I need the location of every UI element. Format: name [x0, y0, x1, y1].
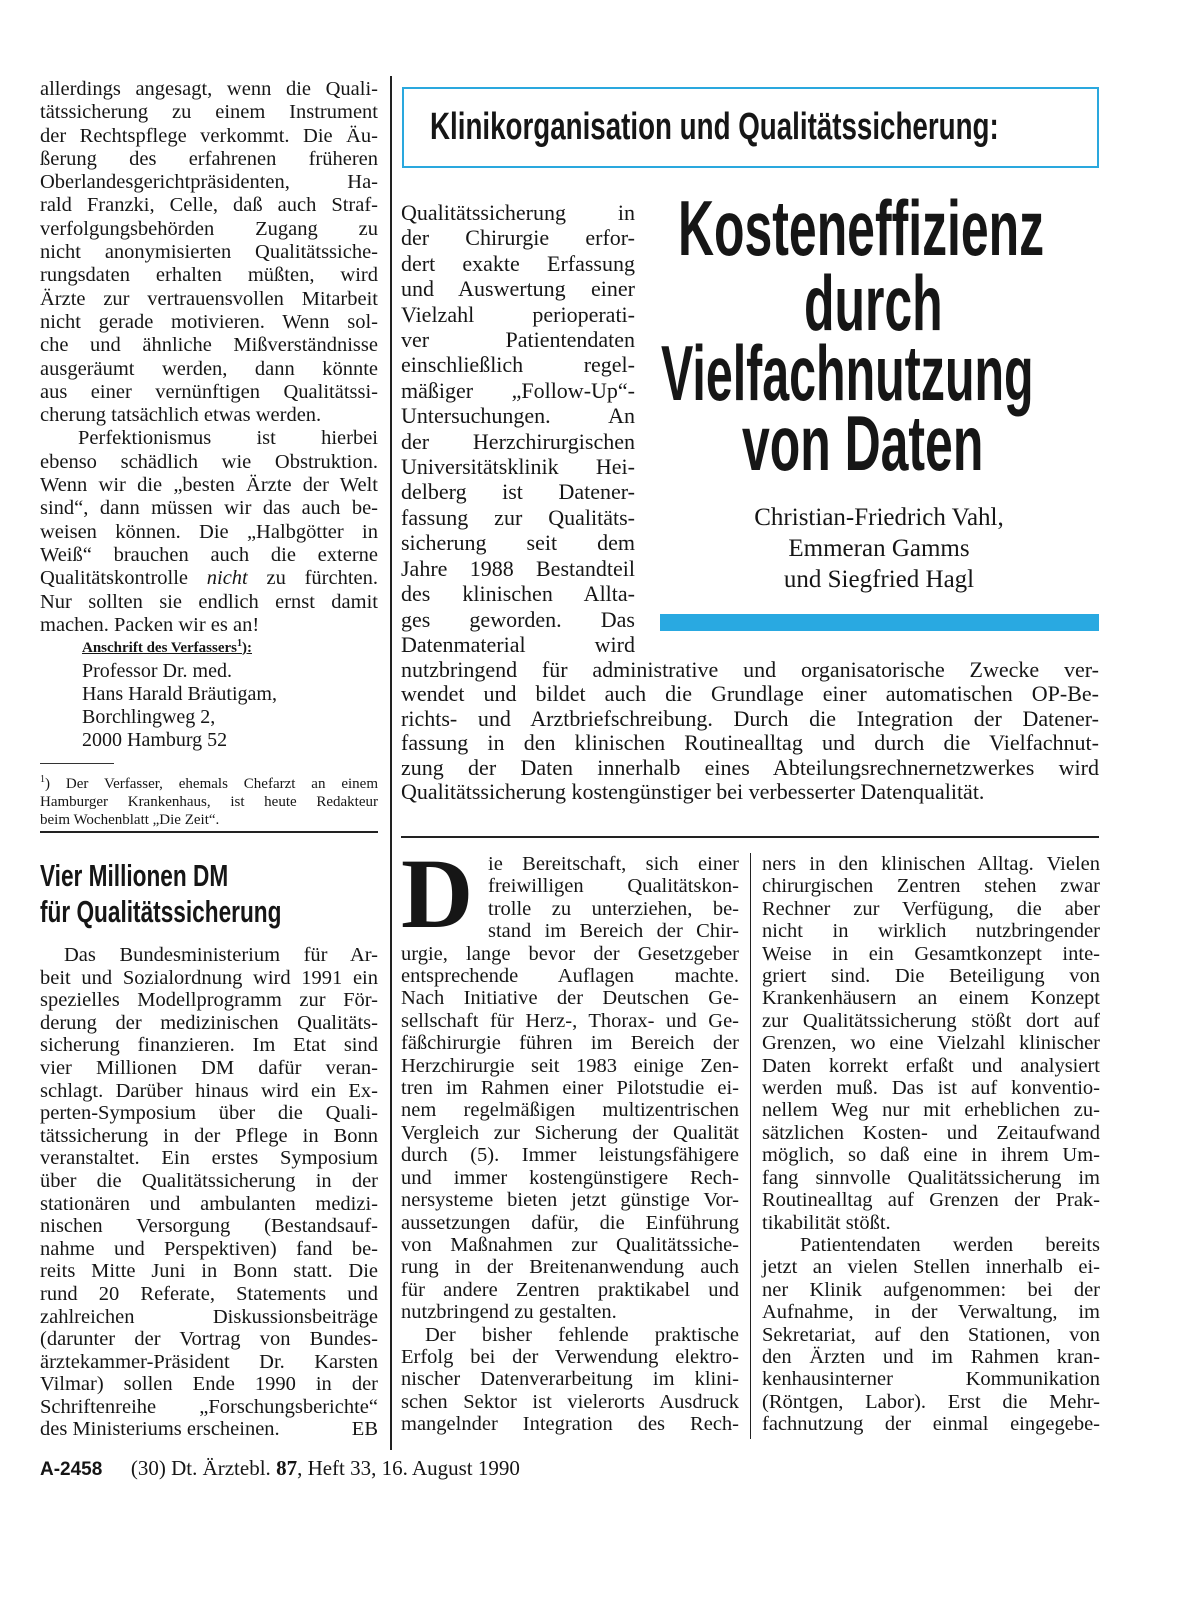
footnote	[40, 771, 378, 829]
text-line: che und ähnliche Mißverständnisse	[40, 334, 378, 357]
text-line: ie Bereitschaft, sich einer	[488, 853, 739, 875]
text-line: verfolgungsbehörden Zugang zu	[40, 217, 378, 240]
rubric: Klinikorganisation und Qualitätssicherung:	[430, 106, 999, 148]
text-line: weisen können. Die „Halbgötter in	[40, 520, 378, 543]
text-line: freiwilligen Qualitätskon-	[488, 875, 739, 898]
text-line: wendet und bildet auch die Grundlage einer automatischen OP-Be-	[401, 681, 1099, 707]
text-line: Borchlingweg 2,	[82, 706, 216, 728]
text-line: nutzbringend zu gestalten.	[401, 1301, 617, 1324]
text-line: Oberlandesgerichtpräsidenten, Ha-	[40, 171, 378, 194]
text-line: von Maßnahmen zur Qualitätssiche-	[401, 1233, 739, 1256]
text-line: Vielzahl perioperati-	[401, 301, 635, 327]
address-heading: Anschrift des Verfassers$^1$):	[82, 638, 252, 656]
text-line: der Rechtspflege verkommt. Die Äu-	[40, 124, 378, 147]
text-line: ebenso schädlich wie Obstruktion.	[40, 450, 378, 473]
text-line: nersysteme bieten jetzt günstige Vor-	[401, 1189, 739, 1212]
text-line: und immer kostengünstigere Rech-	[401, 1166, 739, 1189]
news-text	[40, 944, 378, 1441]
text-line: Nur sollten sie endlich ernst damit	[40, 590, 378, 613]
text-line: ners in den klinischen Alltag. Vielen	[762, 853, 1100, 875]
text-line: stand im Bereich der Chir-	[488, 920, 739, 943]
text-line: machen. Packen wir es an!	[40, 613, 260, 636]
text-line: dert exakte Erfassung	[401, 250, 635, 276]
text-line: sicherung finanzieren. Im Etat sind	[40, 1034, 378, 1057]
text-line: Universitätsklinik Hei-	[401, 454, 635, 480]
text-line: griert sind. Die Beteiligung von	[762, 965, 1100, 988]
text-line: Das Bundesministerium für Ar-	[64, 944, 378, 966]
text-line: mangelnder Integration des Rech-	[401, 1413, 739, 1436]
text-line: rungsdaten erhalten müßten, wird	[40, 264, 378, 287]
text-line: nutzbringend für administrative und organisatorische Zwecke ver-	[401, 657, 1099, 682]
headline-line-4: von Daten	[742, 399, 984, 487]
page-number: (30)	[130, 1456, 166, 1480]
text-line: trolle zu unterziehen, be-	[488, 897, 739, 920]
text-line: beim Wochenblatt „Die Zeit“.	[40, 812, 220, 828]
divider-left	[40, 831, 378, 833]
text-line: zur Qualitätssicherung stößt dort auf	[762, 1009, 1100, 1032]
text-line: beit und Sozialordnung wird 1991 ein	[40, 966, 378, 989]
text-line: Daten korrekt erfaßt und analysiert	[762, 1054, 1100, 1077]
text-line: rald Franzki, Celle, daß auch Straf-	[40, 194, 378, 217]
text-line: ärztekammer-Präsident Dr. Karsten	[40, 1350, 378, 1373]
author-line: Christian-Friedrich Vahl,	[754, 504, 1004, 531]
article-column-2	[762, 853, 1100, 1436]
headline-line-1: Kosteneffizienz	[678, 184, 1045, 272]
text-line: werden muß. Das ist auf konventio-	[762, 1077, 1100, 1100]
text-line: Vergleich zur Sicherung der Qualität	[401, 1121, 739, 1144]
text-line: Weiß“ brauchen auch die externe	[40, 543, 378, 566]
text-line: cherung tatsächlich etwas werden.	[40, 404, 322, 427]
text-line: veranstaltet. Ein erstes Symposium	[40, 1147, 378, 1170]
text-line: nicht in wirklich nutzbringender	[762, 920, 1100, 943]
text-line: über die Qualitätssicherung in der	[40, 1169, 378, 1192]
text-line: tätssicherung zu einem Instrument	[40, 101, 378, 124]
text-line: nischer Datenverarbeitung im klini-	[401, 1368, 739, 1391]
text-line: entsprechende Auflagen machte.	[401, 965, 739, 988]
text-line: Professor Dr. med.	[82, 660, 232, 682]
author-initials: EB	[351, 1418, 378, 1441]
text-line: Rechner zur Verfügung, die aber	[762, 897, 1100, 920]
text-line: delberg ist Datener-	[401, 479, 635, 505]
divider-footnote	[40, 763, 114, 764]
text-line: nellem Weg nur mit erheblichen zu-	[762, 1099, 1100, 1122]
text-line: rund 20 Referate, Statements und	[40, 1282, 378, 1305]
issue-date: , Heft 33, 16. August 1990	[297, 1456, 520, 1480]
journal-name: Dt. Ärztebl.	[171, 1456, 271, 1480]
text-line: richts- und Arztbriefschreibung. Durch die Integration der Datener-	[401, 705, 1099, 731]
text-line: Qualitätssicherung kostengünstiger bei verbesserter Datenqualität.	[401, 779, 985, 805]
text-line: jetzt an vielen Stellen innerhalb ei-	[762, 1256, 1100, 1279]
text-line: allerdings angesagt, wenn die Quali-	[40, 78, 378, 100]
text-line: der Herzchirurgischen	[401, 428, 635, 454]
text-line: Der bisher fehlende praktische	[425, 1323, 739, 1346]
accent-bar	[660, 614, 1099, 631]
text-line: sind“, dann müssen wir das auch be-	[40, 497, 378, 520]
text-line: Vilmar) sollen Ende 1990 in der	[40, 1373, 378, 1396]
text-line: nicht anonymisierten Qualitätssiche-	[40, 241, 378, 264]
text-line: Perfektionismus ist hierbei	[78, 427, 378, 450]
text-line: fäßchirurgie führen im Bereich der	[401, 1032, 739, 1055]
text-line: Erfolg bei der Verwendung elektro-	[401, 1345, 739, 1368]
news-heading	[40, 858, 340, 936]
text-line: sellschaft für Herz-, Thorax- und Ge-	[401, 1009, 739, 1032]
text-line: fang sinnvolle Qualitätssicherung im	[762, 1166, 1100, 1189]
text-line: ner Klinik aufgenommen: bei der	[762, 1278, 1100, 1301]
text-line: kenhausinterner Kommunikation	[762, 1368, 1100, 1391]
text-line: schen Sektor ist vielerorts Ausdruck	[401, 1390, 739, 1413]
rubric-box	[402, 87, 1099, 168]
lead-narrow	[401, 200, 635, 657]
text-line: nischen Versorgung (Bestandsauf-	[40, 1215, 378, 1238]
text-line: den Ärzten und im Rahmen kran-	[762, 1345, 1100, 1368]
text-line: Sekretariat, auf den Stationen, von	[762, 1323, 1100, 1346]
text-line: einschließlich regel-	[401, 352, 635, 378]
article-column-1	[401, 838, 739, 1436]
news-heading-line-1: Vier Millionen DM	[40, 858, 229, 893]
text-line: Wenn wir die „besten Ärzte der Welt	[40, 474, 378, 497]
text-line: vier Millionen DM dafür veran-	[40, 1056, 378, 1079]
text-line: ausgeräumt werden, dann könnte	[40, 357, 378, 380]
text-line: Patientendaten werden bereits	[800, 1233, 1100, 1256]
text-line: fassung in den klinischen Routinealltag und durch die Vielfachnut-	[401, 730, 1099, 756]
text-line: ver Patientendaten	[401, 327, 635, 353]
text-line: Aufnahme, in der Verwaltung, im	[762, 1301, 1100, 1324]
page-code: A-2458	[40, 1459, 103, 1480]
text-line: Untersuchungen. An	[401, 403, 635, 429]
text-line: fachnutzung der einmal eingegebe-	[762, 1413, 1100, 1436]
text-line: Schriftenreihe „Forschungsberichte“	[40, 1395, 378, 1418]
text-line: aus einer vernünftigen Qualitätssi-	[40, 380, 378, 403]
text-line: Routinealltag auf Grenzen der Prak-	[762, 1189, 1100, 1212]
text-line: sätzlichen Kosten- und Zeitaufwand	[762, 1121, 1100, 1144]
emphasis-nicht: nicht	[206, 567, 248, 590]
text-line: $^1$) Der Verfasser, ehemals Chefarzt an einem	[40, 774, 378, 792]
text-line: urgie, lange bevor der Gesetzgeber	[401, 942, 739, 965]
text-line: (darunter der Vortrag von Bundes-	[40, 1328, 378, 1351]
text-line: (Röntgen, Labor). Erst die Mehr-	[762, 1390, 1100, 1413]
text-line: nem regelmäßigen multizentrischen	[401, 1099, 739, 1122]
headline-line-3: Vielfachnutzung	[661, 329, 1034, 417]
text-line: aussetzungen dafür, die Einführung	[401, 1211, 739, 1234]
text-line: stationären und ambulanten medizi-	[40, 1192, 378, 1215]
text-line: fassung zur Qualitäts-	[401, 504, 635, 530]
text-line: perten-Symposium über die Quali-	[40, 1102, 378, 1125]
text-line: Weise in ein Gesamtkonzept inte-	[762, 942, 1100, 965]
text-line: zahlreichen Diskussionsbeiträge	[40, 1305, 378, 1328]
column-rule-2	[750, 853, 751, 1439]
text-line: Hamburger Krankenhaus, ist heute Redakteur	[40, 794, 378, 810]
continued-text	[40, 78, 378, 637]
text-line: Nach Initiative der Deutschen Ge-	[401, 987, 739, 1010]
text-line: Jahre 1988 Bestandteil	[401, 555, 635, 581]
text-line: tren im Rahmen einer Pilotstudie ei-	[401, 1077, 739, 1100]
text-line: ges geworden. Das	[401, 606, 635, 632]
dropcap: D	[401, 838, 474, 949]
text-line: nahme und Perspektiven) fand be-	[40, 1237, 378, 1260]
page-footer	[40, 1455, 520, 1483]
text-line: durch (5). Immer leistungsfähigere	[401, 1144, 739, 1167]
text-line: derung der medizinischen Qualitäts-	[40, 1011, 378, 1034]
lead-wide	[401, 658, 1099, 804]
text-line: Datenmaterial wird	[401, 631, 635, 657]
author-line: Emmeran Gamms	[788, 535, 970, 562]
text-line: und Auswertung einer	[401, 276, 635, 302]
text-line: Grenzen, wo eine Vielzahl klinischer	[762, 1032, 1100, 1055]
text-line: Ärzte zur vertrauensvollen Mitarbeit	[40, 287, 378, 310]
text-line: sicherung seit dem	[401, 530, 635, 556]
divider-lead	[401, 836, 1099, 838]
text-line: rung in der Breitenanwendung auch	[401, 1256, 739, 1279]
text-line: für andere Zentren praktikabel und	[401, 1278, 739, 1301]
text-line: tätssicherung in der Pflege in Bonn	[40, 1124, 378, 1147]
volume: 87	[276, 1456, 298, 1480]
text-line: Krankenhäusern an einem Konzept	[762, 987, 1100, 1010]
text-line: Herzchirurgie seit 1983 einige Zen-	[401, 1054, 739, 1077]
text-line: ßerung des erfahrenen früheren	[40, 147, 378, 170]
text-line: reits Mitte Juni in Bonn statt. Die	[40, 1260, 378, 1283]
text-line: des Ministeriums erscheinen.	[40, 1418, 280, 1441]
text-line: möglich, so daß eine in ihrem Um-	[762, 1144, 1100, 1167]
text-line: 2000 Hamburg 52	[82, 729, 228, 751]
address-block	[82, 634, 378, 752]
headline	[660, 184, 1098, 487]
authors	[660, 502, 1098, 595]
text-line: Qualitätssicherung in	[401, 200, 635, 225]
text-line: chirurgischen Zentren stehen zwar	[762, 875, 1100, 898]
text-line: Hans Harald Bräutigam,	[82, 683, 277, 705]
text-line: mäßiger „Follow-Up“-	[401, 377, 635, 403]
text-line: der Chirurgie erfor-	[401, 225, 635, 251]
text-line: schlagt. Darüber hinaus wird ein Ex-	[40, 1079, 378, 1102]
text-line: zung der Daten innerhalb eines Abteilungsrechnernetzwerkes wird	[401, 754, 1099, 780]
headline-line-2: durch	[804, 259, 943, 347]
text-line: tikabilität stößt.	[762, 1211, 891, 1234]
author-line: und Siegfried Hagl	[783, 566, 975, 593]
column-rule	[390, 76, 392, 1450]
text-line: nicht gerade motivieren. Wenn sol-	[40, 310, 378, 333]
news-heading-line-2: für Qualitätssicherung	[40, 894, 282, 929]
text-line: Qualitätskontrolle nicht zu fürchten.	[40, 567, 378, 590]
text-line: des klinischen Allta-	[401, 581, 635, 607]
text-line: spezielles Modellprogramm zur För-	[40, 989, 378, 1012]
